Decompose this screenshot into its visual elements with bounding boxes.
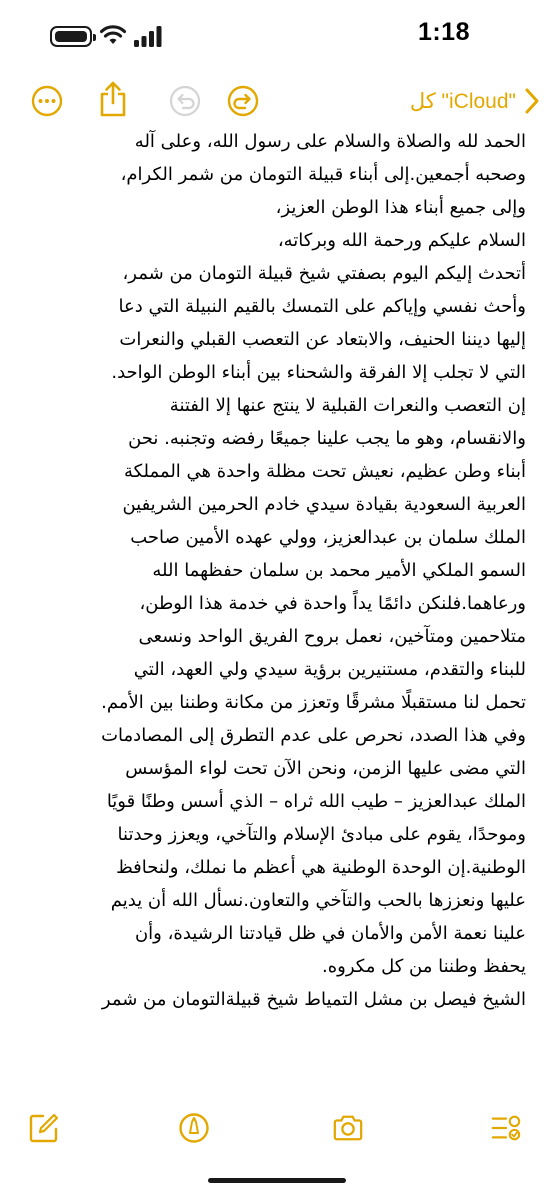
note-line: تحمل لنا مستقبلًا مشرقًا وتعزز من مكانة وطننا بين الأمم. [101,692,526,713]
compose-icon[interactable] [28,1112,60,1144]
note-line: وأحث نفسي وإياكم على التمسك بالقيم النبيلة التي دعا [118,296,526,317]
note-line: الملك سلمان بن عبدالعزيز، وولي عهده الأمين صاحب [130,527,526,548]
battery-icon [50,26,92,47]
undo-icon[interactable] [168,84,202,118]
note-line: عليها ونعززها بالحب والتآخي والتعاون.نسأل الله أن يديم [110,890,526,911]
back-to-icloud-button[interactable] [410,84,540,118]
back-label: كل "iCloud" [409,89,516,113]
markup-pen-icon[interactable] [178,1112,210,1144]
note-line: السمو الملكي الأمير محمد بن سلمان حفظهما الله [152,560,526,581]
note-line: أتحدث إليكم اليوم بصفتي شيخ قبيلة التومان من شمر، [122,263,526,284]
notes-toolbar [0,78,554,124]
note-line: وفي هذا الصدد، نحرص على عدم التطرق إلى المصادمات [101,725,526,746]
note-line: الحمد لله والصلاة والسلام على رسول الله، وعلى آله [134,131,526,152]
note-line: الشيخ فيصل بن مشل التمياط شيخ قبيلةالتومان من شمر [101,989,526,1010]
chevron-right-icon [524,87,540,115]
camera-icon[interactable] [332,1112,364,1144]
note-line: إليها ديننا الحنيف، والابتعاد عن التعصب القبلي والنعرات [119,329,526,350]
note-line: وصحبه أجمعين.إلى أبناء قبيلة التومان من شمر الكرام، [120,164,526,185]
note-line: الوطنية.إن الوحدة الوطنية هي أعظم ما نملك، ولنحافظ [116,857,526,878]
status-bar [0,0,554,78]
note-line: يحفظ وطننا من كل مكروه. [322,956,526,977]
wifi-icon [100,24,126,46]
note-line: متلاحمين ومتآخين، نعمل بروح الفريق الواحد ونسعى [138,626,526,647]
note-line: التي مضى عليها الزمن، ونحن الآن تحت لواء المؤسس [125,758,526,779]
note-line: التي لا تجلب إلا الفرقة والشحناء بين أبناء الوطن الواحد. [111,362,526,383]
share-icon[interactable] [96,80,130,118]
note-line: أبناء وطن عظيم، نعيش تحت مظلة واحدة هي المملكة [123,461,526,482]
home-indicator[interactable] [208,1178,346,1183]
note-line: العربية السعودية بقيادة سيدي خادم الحرمين الشريفين [122,494,526,515]
note-line: والانقسام، وهو ما يجب علينا جميعًا رفضه وتجنبه. نحن [128,428,526,449]
note-body[interactable] [28,125,526,1095]
more-options-icon[interactable] [30,84,64,118]
note-line: إن التعصب والنعرات القبلية لا ينتج عنها إلا الفتنة [169,395,526,416]
note-line: ورعاهما.فلنكن دائمًا يداً واحدة في خدمة هذا الوطن، [139,593,526,614]
note-line: السلام عليكم ورحمة الله وبركاته، [277,230,526,251]
bottom-toolbar [0,1104,554,1154]
status-time: 1:18 [417,18,470,46]
note-line: علينا نعمة الأمن والأمان في ظل قيادتنا الرشيدة، وأن [134,923,526,944]
note-line: وإلى جميع أبناء هذا الوطن العزيز، [275,197,526,218]
note-line: للبناء والتقدم، مستنيرين برؤية سيدي ولي العهد، التي [133,659,526,680]
cellular-signal-icon [134,25,162,47]
checklist-icon[interactable] [490,1112,522,1144]
redo-icon[interactable] [226,84,260,118]
note-line: الملك عبدالعزيز – طيب الله ثراه – الذي أسس وطنًا قويًا [106,791,526,812]
note-line: وموحدًا، يقوم على مبادئ الإسلام والتآخي، ويعزز وحدتنا [117,824,526,845]
